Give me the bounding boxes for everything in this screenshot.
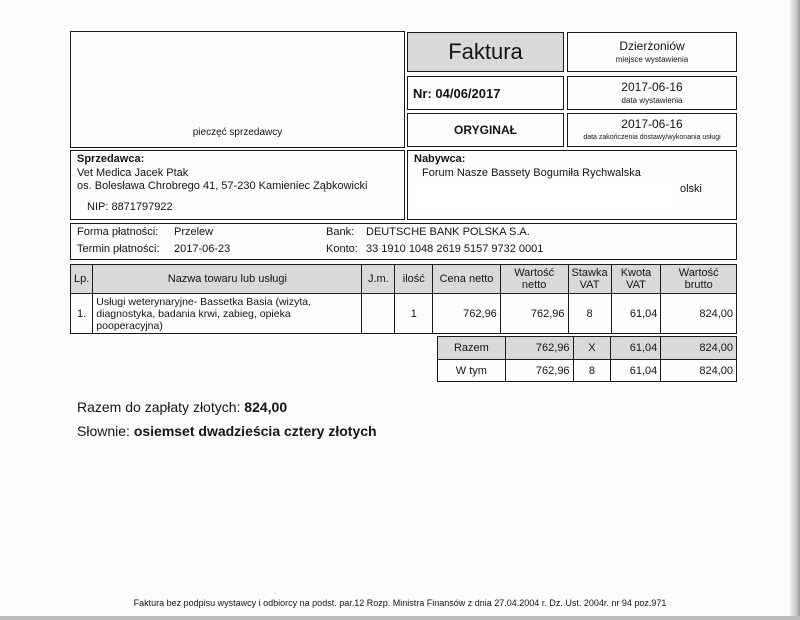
legal-footer-note: Faktura bez podpisu wystawcy i odbiorcy na podst. par.12 Rozp. Ministra Finansów z dnia 27.04.2004 r. Dz. Ust. 2004r. nr 94 poz.971	[133, 598, 667, 608]
breakdown-label: W tym	[438, 360, 506, 382]
totals-rate: X	[573, 337, 611, 360]
seller-nip: NIP: 8871797922	[87, 201, 173, 213]
account-value: 33 1910 1048 2619 5157 9732 0001	[366, 243, 544, 255]
buyer-heading: Nabywca:	[414, 153, 466, 165]
table-row	[71, 294, 737, 334]
payment-form-value: Przelew	[174, 226, 214, 238]
seller-address: os. Bolesława Chrobrego 41, 57-230 Kamieniec Ząbkowicki	[77, 180, 368, 192]
invoice-number-box	[407, 76, 564, 110]
place-value: Dzierżoniów	[619, 39, 685, 53]
place-label: miejsce wystawienia	[615, 55, 689, 64]
col-header-net: Wartość netto	[500, 265, 568, 294]
row-net: 762,96	[500, 294, 568, 334]
row-gross: 824,00	[661, 294, 737, 334]
buyer-address-tail: olski	[680, 183, 703, 195]
copy-type-box	[407, 113, 564, 147]
buyer-box	[407, 150, 737, 220]
amount-in-words-line	[77, 423, 377, 439]
totals-label: Razem	[438, 337, 506, 360]
col-header-unit: J.m.	[362, 265, 395, 294]
totals-table	[437, 336, 737, 382]
total-due-value: 824,00	[244, 399, 288, 415]
invoice-title: Faktura	[448, 39, 523, 64]
row-rate: 8	[568, 294, 611, 334]
col-header-gross: Wartość brutto	[661, 265, 737, 294]
delivery-date: 2017-06-16	[621, 117, 683, 131]
col-header-lp: Lp.	[71, 265, 93, 294]
bank-label: Bank:	[326, 226, 355, 238]
row-vat: 61,04	[611, 294, 661, 334]
amount-in-words-label: Słownie:	[77, 423, 130, 439]
totals-row	[438, 360, 737, 382]
scan-edge-right	[790, 0, 800, 620]
payment-box	[70, 223, 737, 260]
issue-date-label: data wystawienia	[621, 96, 683, 105]
col-header-name: Nazwa towaru lub usługi	[93, 265, 362, 294]
seller-heading: Sprzedawca:	[77, 153, 145, 165]
total-due-line	[77, 399, 287, 415]
buyer-name: Forum Nasze Bassety Bogumiła Rychwalska	[422, 167, 641, 179]
col-header-qty: ilość	[395, 265, 433, 294]
breakdown-vat: 61,04	[611, 360, 661, 382]
place-box	[567, 32, 737, 72]
row-name: Usługi weterynaryjne- Bassetka Basia (wizyta, diagnostyka, badania krwi, zabieg, opieka pooperacyjna)	[93, 294, 362, 334]
col-header-price: Cena netto	[433, 265, 501, 294]
seller-box	[70, 150, 405, 220]
seller-seal-box	[70, 31, 405, 148]
payment-term-label: Termin płatności:	[77, 243, 160, 255]
buyer-address-redaction	[418, 184, 673, 212]
totals-vat: 61,04	[611, 337, 661, 360]
copy-type: ORYGINAŁ	[454, 123, 517, 137]
seal-label: pieczęć sprzedawcy	[192, 127, 283, 138]
breakdown-rate: 8	[573, 360, 611, 382]
totals-row	[438, 337, 737, 360]
row-price: 762,96	[433, 294, 501, 334]
delivery-date-box	[567, 113, 737, 147]
issue-date: 2017-06-16	[621, 80, 683, 94]
invoice-title-box	[407, 32, 564, 72]
account-label: Konto:	[326, 243, 358, 255]
invoice-number: Nr: 04/06/2017	[413, 85, 501, 101]
col-header-vat: Kwota VAT	[611, 265, 661, 294]
row-lp: 1.	[71, 294, 93, 334]
breakdown-net: 762,96	[505, 360, 573, 382]
col-header-rate: Stawka VAT	[568, 265, 611, 294]
seller-name: Vet Medica Jacek Ptak	[77, 167, 189, 179]
row-qty: 1	[395, 294, 433, 334]
scan-edge-bottom	[0, 616, 800, 620]
issue-date-box	[567, 76, 737, 110]
payment-term-value: 2017-06-23	[174, 243, 231, 255]
amount-in-words-value: osiemset dwadzieścia cztery złotych	[133, 423, 377, 439]
table-header-row	[71, 265, 737, 294]
totals-gross: 824,00	[661, 337, 737, 360]
row-unit	[362, 294, 395, 334]
payment-form-label: Forma płatności:	[77, 226, 159, 238]
breakdown-gross: 824,00	[661, 360, 737, 382]
delivery-date-label: data zakończenia dostawy/wykonania usługi	[583, 134, 721, 141]
totals-net: 762,96	[505, 337, 573, 360]
items-table	[70, 264, 737, 334]
total-due-label: Razem do zapłaty złotych:	[77, 399, 241, 415]
bank-value: DEUTSCHE BANK POLSKA S.A.	[366, 226, 530, 238]
